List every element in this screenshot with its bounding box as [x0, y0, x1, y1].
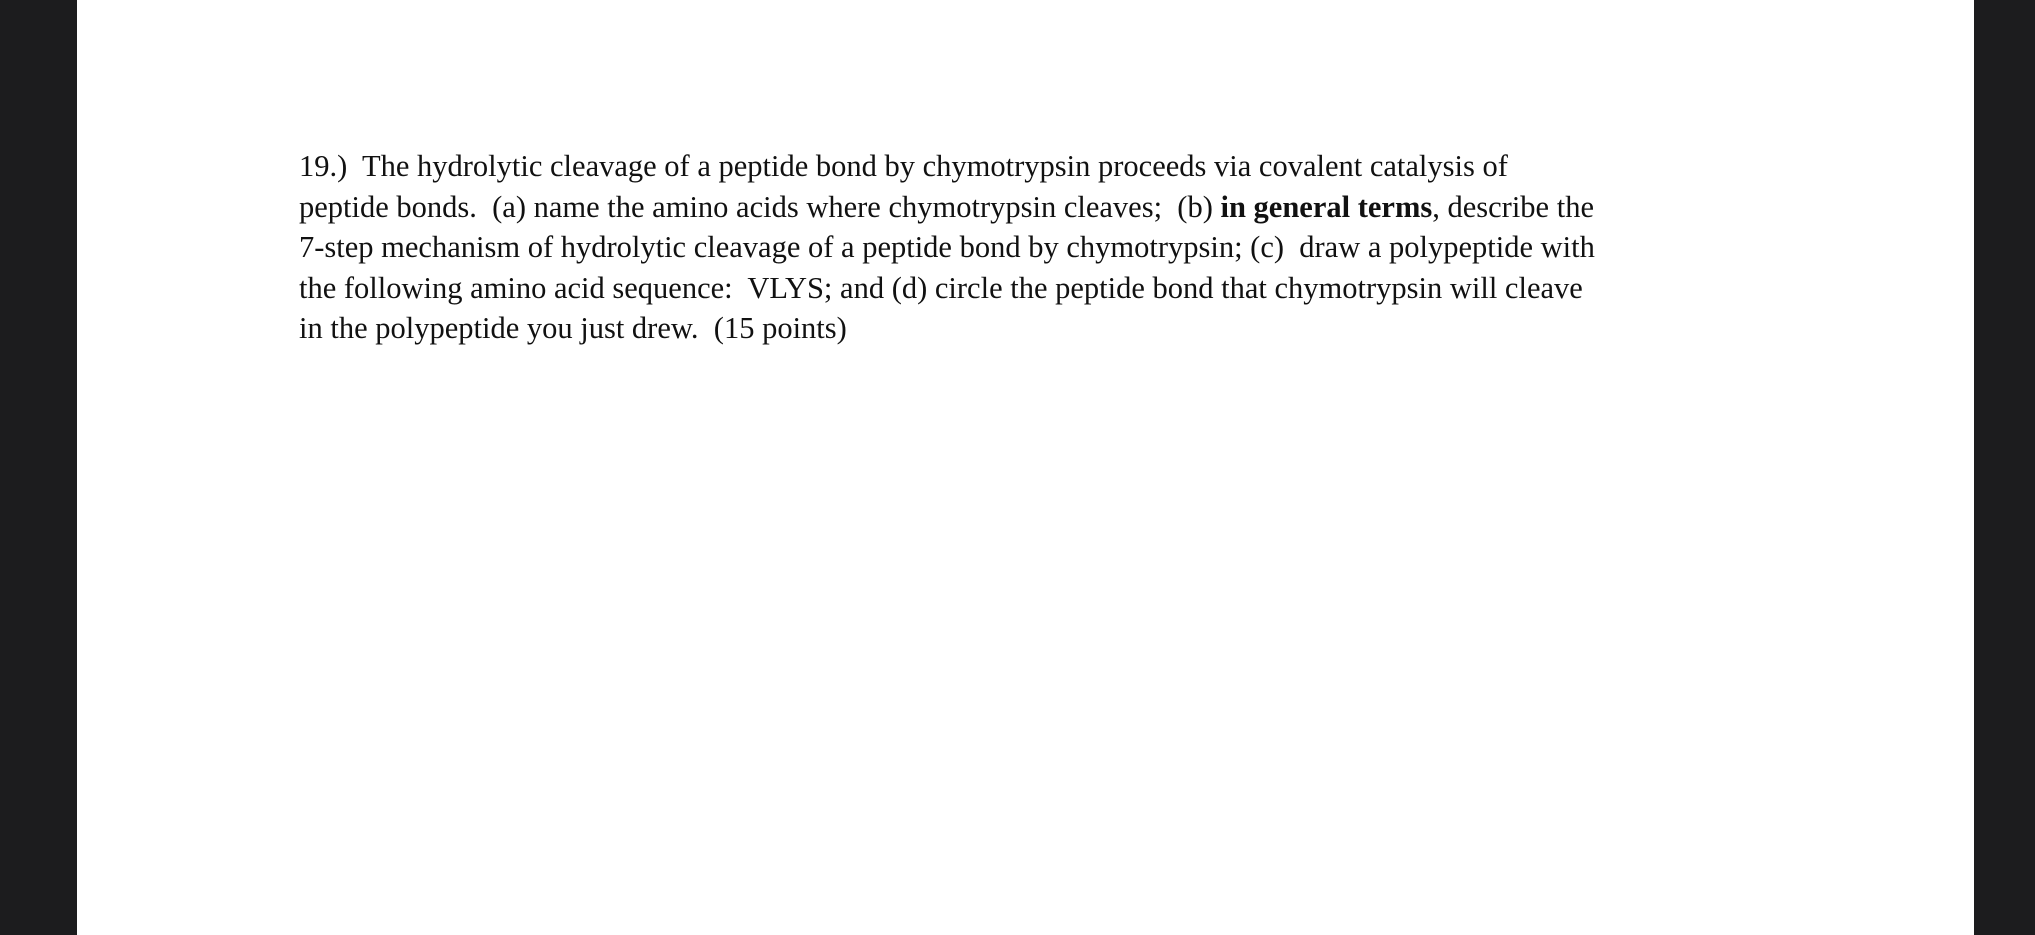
document-page [77, 0, 1974, 935]
question-line-2 [299, 187, 1799, 228]
question-line-3: 7-step mechanism of hydrolytic cleavage of a peptide bond by chymotrypsin; (c) draw a polypeptide with [299, 230, 1595, 264]
question-line-2-start: peptide bonds. (a) name the amino acids where chymotrypsin cleaves; (b) [299, 189, 1221, 224]
question-line-4: the following amino acid sequence: VLYS; and (d) circle the peptide bond that chymotrypsin will cleave [299, 270, 1583, 305]
emphasized-phrase: in general terms [1220, 189, 1433, 224]
question-line-1: 19.) The hydrolytic cleavage of a peptide bond by chymotrypsin proceeds via covalent catalysis of [299, 149, 1508, 183]
question-line-5: in the polypeptide you just drew. (15 points) [299, 311, 847, 345]
question-line-2-end: , describe the [1432, 189, 1594, 224]
question-19-text [299, 146, 1799, 349]
